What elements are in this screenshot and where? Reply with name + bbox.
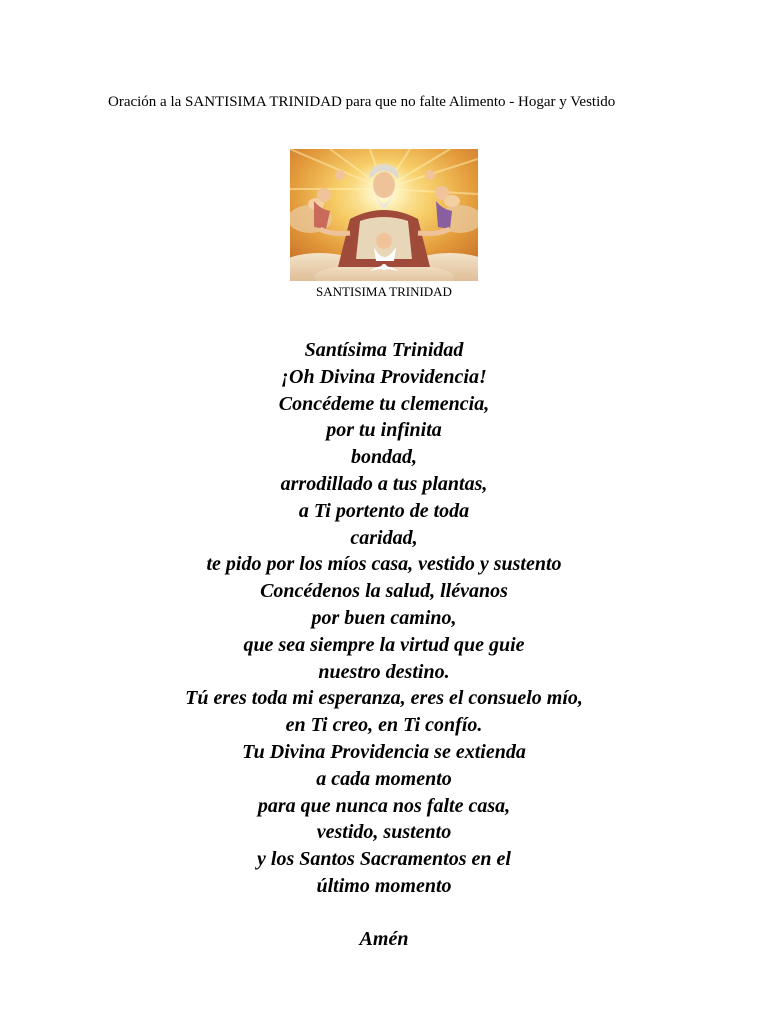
prayer-text xyxy=(0,337,768,900)
prayer-line: a cada momento xyxy=(316,767,452,790)
prayer-line: caridad, xyxy=(350,526,418,549)
image-caption: SANTISIMA TRINIDAD xyxy=(316,284,452,299)
holy-trinity-image xyxy=(290,149,478,281)
prayer-line: ¡Oh Divina Providencia! xyxy=(281,365,487,388)
document-title: Oración a la SANTISIMA TRINIDAD para que no falte Alimento - Hogar y Vestido xyxy=(108,94,616,110)
prayer-line: te pido por los míos casa, vestido y sustento xyxy=(206,553,562,576)
prayer-closing: Amén xyxy=(359,928,409,950)
prayer-line: Tu Divina Providencia se extienda xyxy=(242,740,526,763)
prayer-line: Santísima Trinidad xyxy=(304,339,464,361)
prayer-line: por buen camino, xyxy=(311,606,457,629)
prayer-line: último momento xyxy=(316,874,452,897)
prayer-line: para que nunca nos falte casa, xyxy=(257,794,511,817)
prayer-line: que sea siempre la virtud que guie xyxy=(243,633,525,656)
prayer-line: Concédeme tu clemencia, xyxy=(278,392,490,415)
prayer-line: Concédenos la salud, llévanos xyxy=(260,580,508,603)
prayer-line: bondad, xyxy=(350,446,418,469)
prayer-line: por tu infinita xyxy=(326,419,442,442)
prayer-line: arrodillado a tus plantas, xyxy=(280,472,488,495)
prayer-line: Tú eres toda mi esperanza, eres el consuelo mío, xyxy=(185,687,583,710)
prayer-line: vestido, sustento xyxy=(316,821,452,844)
prayer-line: nuestro destino. xyxy=(318,660,450,683)
prayer-line: y los Santos Sacramentos en el xyxy=(257,848,511,871)
prayer-line: a Ti portento de toda xyxy=(298,499,470,522)
prayer-line: en Ti creo, en Ti confío. xyxy=(285,714,483,737)
